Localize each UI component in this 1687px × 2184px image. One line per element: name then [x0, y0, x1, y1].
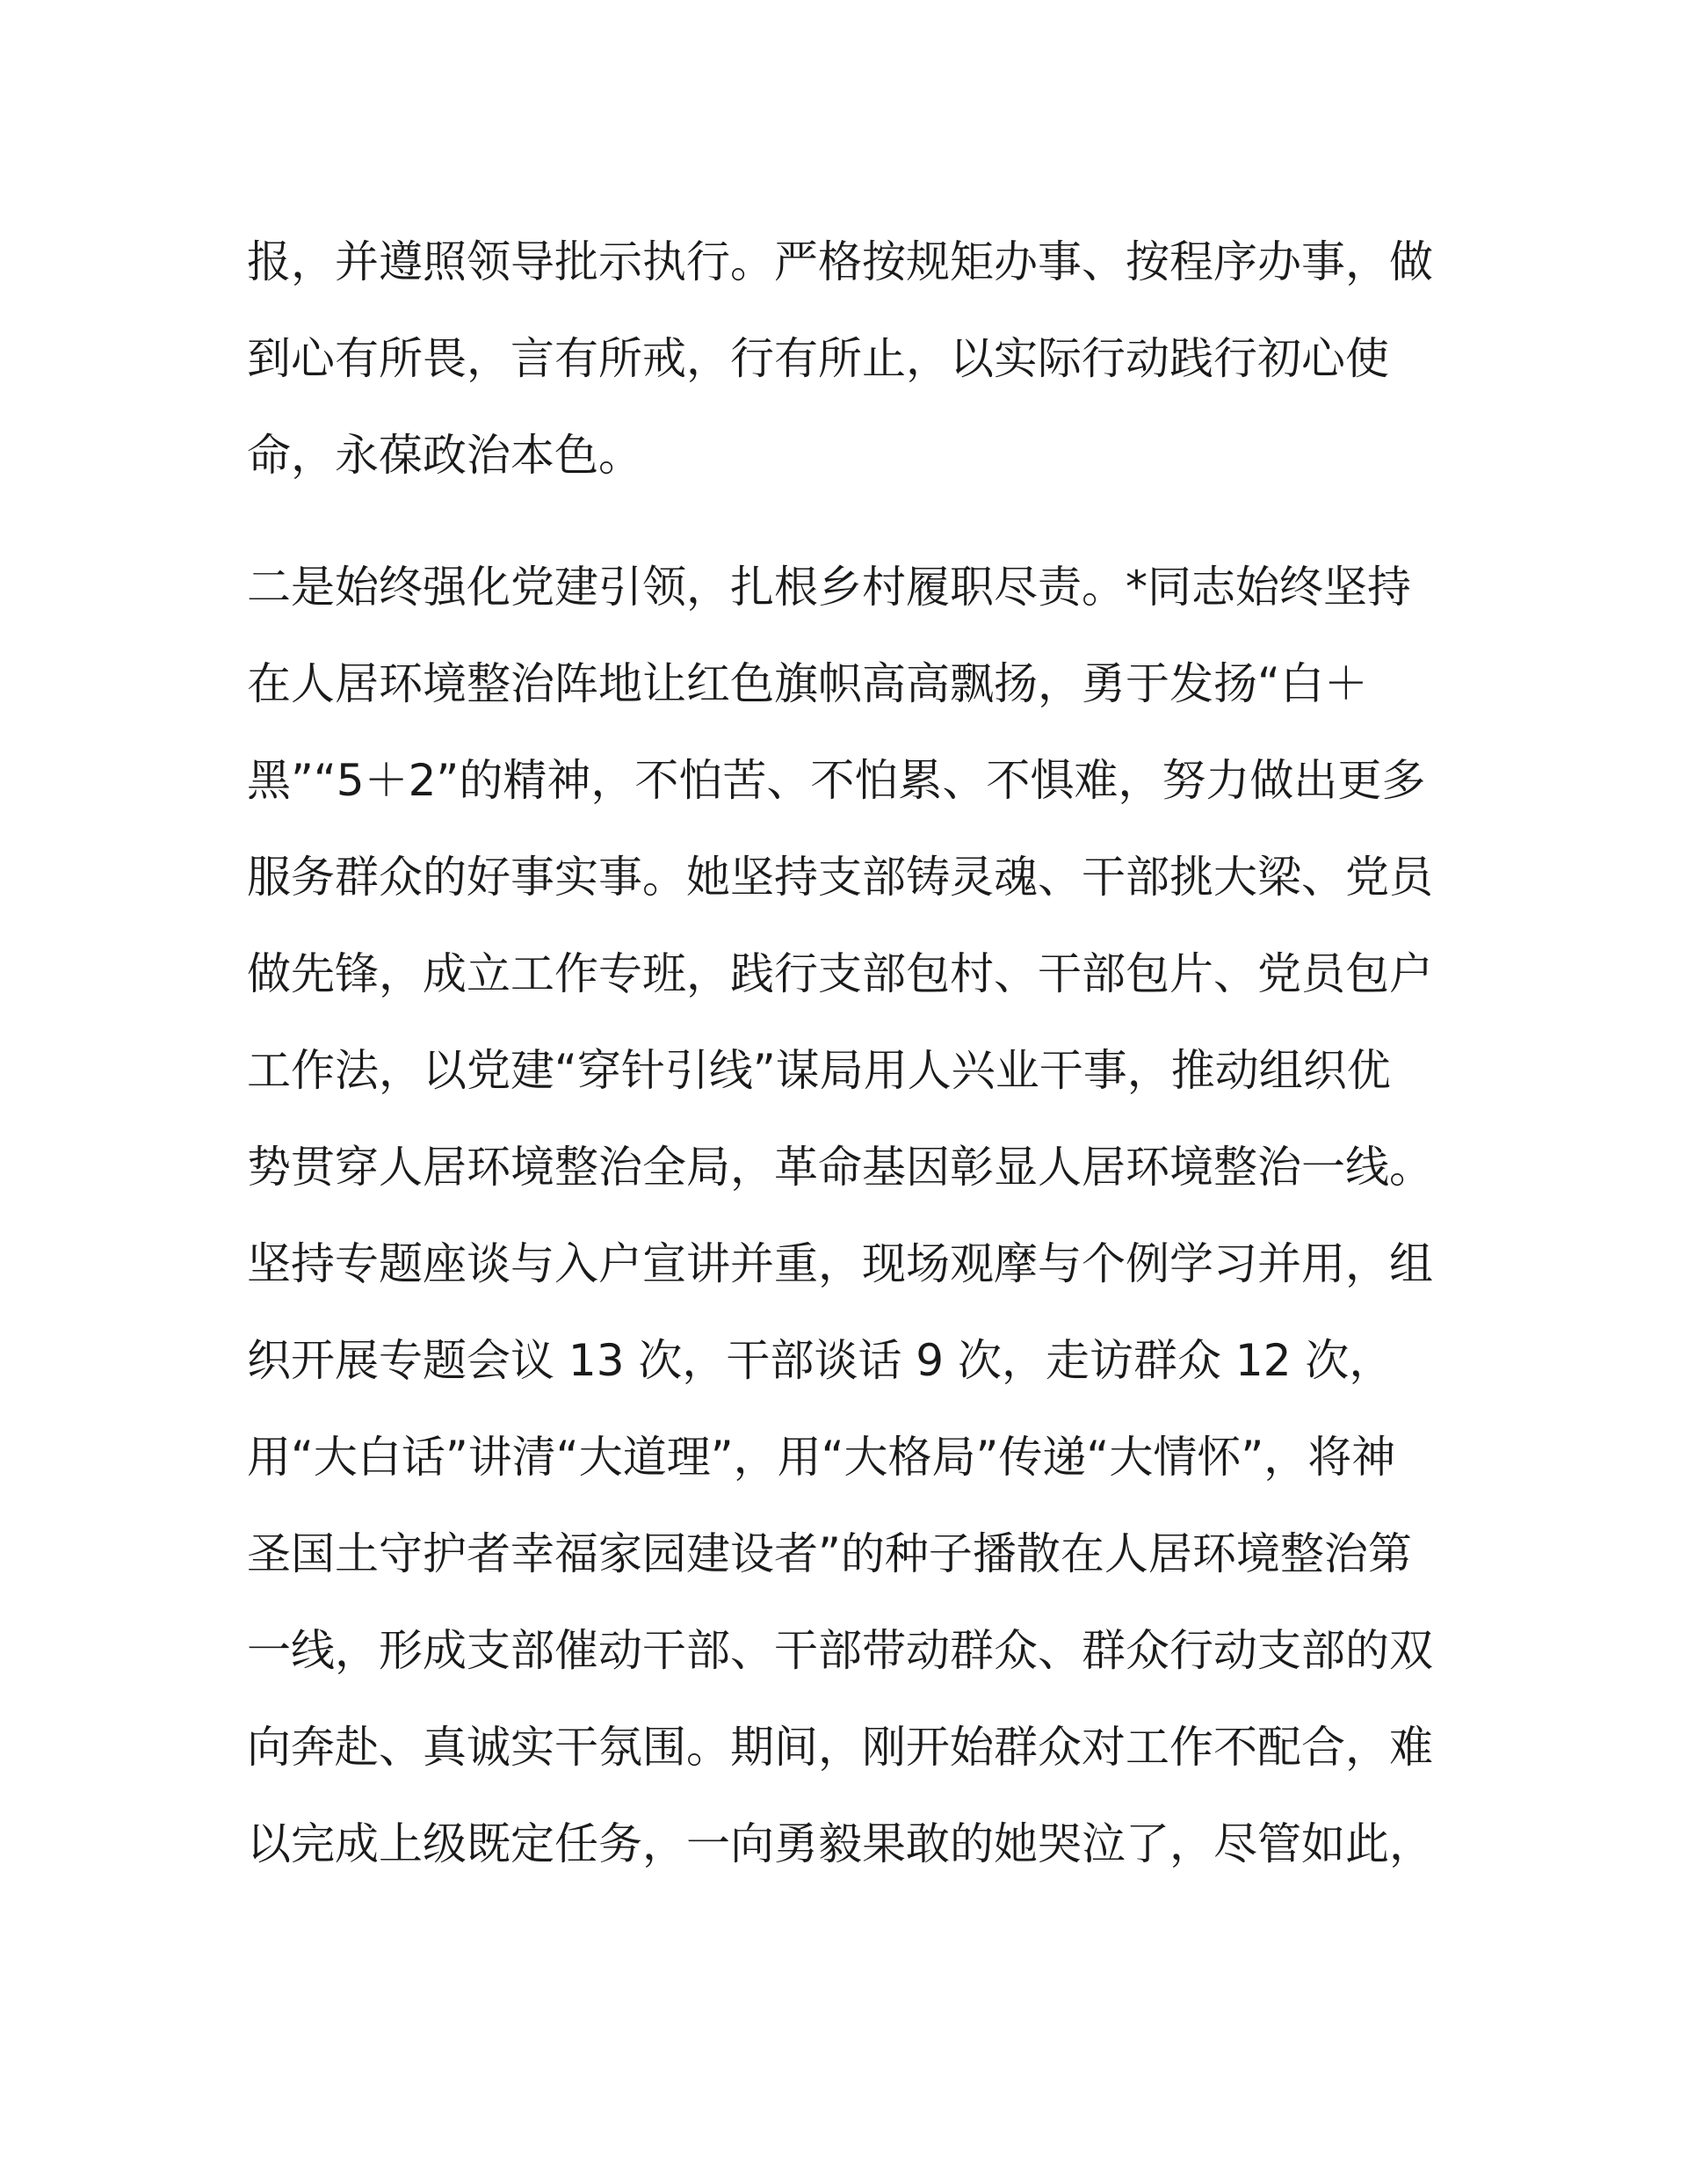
- text-line: 坚持专题座谈与入户宣讲并重，现场观摩与个例学习并用，组: [247, 1238, 1433, 1289]
- text-line: 织开展专题会议 13 次，干部谈话 9 次，走访群众 12 次，: [247, 1335, 1394, 1386]
- text-line: 向奔赴、真诚实干氛围。期间，刚开始群众对工作不配合，难: [247, 1722, 1433, 1773]
- text-line: 以完成上级既定任务，一向勇毅果敢的她哭泣了，尽管如此，: [247, 1818, 1433, 1869]
- text-line: 到心有所畏，言有所戒，行有所止，以实际行动践行初心使: [247, 333, 1389, 384]
- text-line: 在人居环境整治阵地让红色旗帜高高飘扬，勇于发扬“白＋: [247, 658, 1368, 709]
- text-line: 黑”“5＋2”的精神，不怕苦、不怕累、不惧难，努力做出更多: [247, 755, 1426, 806]
- text-line: 二是始终强化党建引领，扎根乡村履职尽责。*同志始终坚持: [247, 562, 1411, 613]
- text-line: 命，永葆政治本色。: [247, 430, 642, 481]
- text-line: 一线，形成支部催动干部、干部带动群众、群众行动支部的双: [247, 1625, 1433, 1676]
- text-line: 报，并遵照领导批示执行。严格按规矩办事、按程序办事，做: [247, 236, 1433, 287]
- text-line: 圣国土守护者幸福家园建设者”的种子播散在人居环境整治第: [247, 1528, 1412, 1579]
- text-line: 服务群众的好事实事。她坚持支部铸灵魂、干部挑大梁、党员: [247, 852, 1433, 903]
- text-line: 工作法，以党建“穿针引线”谋局用人兴业干事，推动组织优: [247, 1045, 1391, 1096]
- text-line: 势贯穿人居环境整治全局，革命基因彰显人居环境整治一线。: [247, 1142, 1433, 1193]
- text-line: 做先锋，成立工作专班，践行支部包村、干部包片、党员包户: [247, 948, 1433, 999]
- text-line: 用“大白话”讲清“大道理”，用“大格局”传递“大情怀”，将神: [247, 1432, 1396, 1483]
